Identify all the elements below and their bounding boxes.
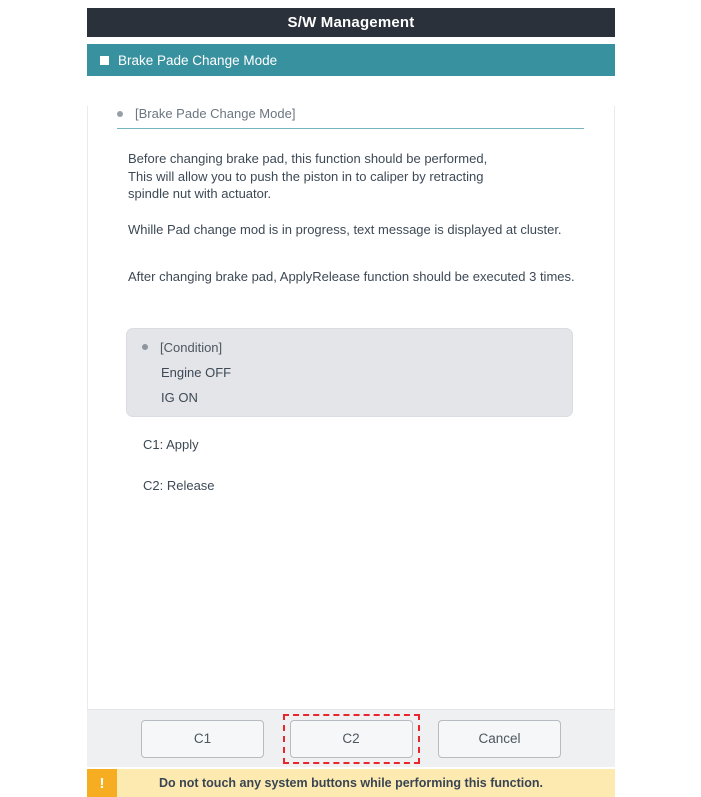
condition-item-engine-off: Engine OFF: [161, 364, 232, 380]
button-bar: [87, 709, 615, 767]
warning-exclamation-icon: !: [87, 769, 117, 797]
warning-text: Do not touch any system buttons while performing this function.: [158, 776, 544, 790]
description-line: This will allow you to push the piston in to caliper by retracting: [128, 168, 484, 184]
description-paragraph-3: After changing brake pad, ApplyRelease function should be executed 3 times.: [128, 269, 575, 284]
window-title: [87, 8, 615, 37]
title-underline: [117, 128, 584, 129]
description-paragraph-2: Whille Pad change mod is in progress, text message is displayed at cluster.: [128, 221, 562, 237]
legend-c1-apply: C1: Apply: [143, 436, 199, 452]
mode-title: [Brake Pade Change Mode]: [135, 106, 296, 121]
window-title-text: S/W Management: [287, 14, 415, 31]
content-area: [87, 106, 615, 709]
condition-title-row: [127, 340, 572, 355]
description-line: Before changing brake pad, this function should be performed,: [128, 151, 488, 166]
warning-bar: [87, 769, 615, 797]
condition-box: [126, 328, 573, 417]
title-gap: [87, 37, 615, 44]
square-bullet-icon: [100, 56, 109, 65]
c2-focus-outline: [283, 714, 420, 764]
c2-button[interactable]: C2: [290, 720, 413, 758]
bullet-icon: [142, 344, 148, 350]
cancel-button[interactable]: Cancel: [438, 720, 561, 758]
condition-title: [Condition]: [160, 339, 223, 355]
description-paragraph-1: [128, 150, 614, 203]
legend-c2-release: C2: Release: [143, 477, 215, 493]
condition-item-ig-on: IG ON: [161, 389, 198, 405]
section-header: [87, 44, 615, 76]
sw-management-window: [87, 8, 615, 797]
section-header-label: Brake Pade Change Mode: [118, 52, 278, 68]
mode-title-row: [117, 106, 614, 121]
c1-button[interactable]: C1: [141, 720, 264, 758]
description-line: spindle nut with actuator.: [128, 186, 272, 201]
bullet-icon: [117, 111, 123, 117]
